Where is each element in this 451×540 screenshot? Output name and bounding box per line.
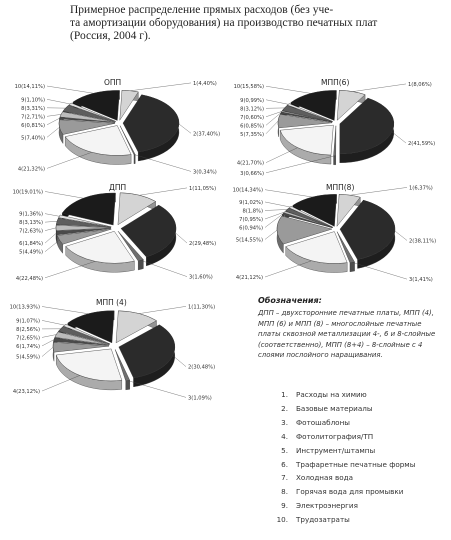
pie-label-7: 7(0,60%) (240, 114, 264, 121)
pie-label-10: 10(14,11%) (14, 84, 45, 91)
chart-title: МПП(8) (326, 183, 355, 192)
list-item-number: 6. (281, 459, 288, 469)
list-item-label: Холодная вода (296, 473, 354, 483)
leader-line-6 (42, 340, 54, 346)
leader-line-7 (47, 114, 61, 116)
leader-line-10 (47, 86, 94, 93)
pie-label-9: 9(1,36%) (19, 211, 43, 218)
leader-line-4 (47, 152, 92, 168)
pie-label-1: 1(6,37%) (409, 185, 433, 192)
leader-line-2 (395, 231, 407, 240)
pie-label-6: 6(0,85%) (240, 123, 264, 130)
pie-label-6: 6(0,94%) (239, 225, 263, 232)
list-item-label: Трудозатраты (296, 515, 350, 525)
pie-label-2: 2(30,48%) (188, 364, 216, 371)
pie-slice-side-3 (334, 156, 336, 165)
pie-label-2: 2(41,59%) (408, 141, 436, 148)
leader-line-7 (42, 335, 56, 338)
leader-line-3 (352, 262, 407, 279)
pie-label-7: 7(0,95%) (239, 216, 263, 223)
pie-label-10: 10(14,34%) (232, 187, 263, 194)
list-item-number: 5. (281, 445, 288, 455)
list-item (270, 499, 446, 513)
pie-label-9: 9(0,99%) (240, 97, 264, 104)
list-item (270, 471, 446, 485)
pie-label-1: 1(8,06%) (408, 81, 432, 88)
leader-line-3 (266, 156, 335, 173)
pie-label-4: 4(21,12%) (235, 275, 263, 282)
pie-label-8: 8(3,13%) (19, 220, 43, 227)
leader-line-2 (392, 132, 406, 143)
pie-label-5: 5(7,40%) (21, 135, 45, 142)
pie-chart-opp (6, 78, 221, 176)
cost-items-list (270, 388, 446, 527)
pie-label-8: 8(2,56%) (16, 326, 40, 333)
list-item-number: 3. (281, 417, 288, 427)
list-item-label: Инструмент/штампы (296, 445, 376, 455)
pie-label-4: 4(23,12%) (12, 389, 40, 396)
pie-svg (6, 80, 221, 176)
pie-label-9: 9(1,02%) (239, 199, 263, 206)
leader-line-6 (47, 118, 60, 125)
leader-line-7 (45, 228, 56, 231)
pie-label-3: 3(0,66%) (240, 170, 264, 177)
pie-label-5: 5(7,35%) (240, 131, 264, 138)
pie-label-8: 8(3,12%) (240, 106, 264, 113)
pie-label-1: 1(4,40%) (193, 80, 217, 87)
pie-label-1: 1(11,30%) (188, 304, 216, 311)
legend-heading: Обозначения: (258, 296, 322, 305)
chart-title: МПП(6) (321, 78, 350, 87)
pie-label-3: 3(1,41%) (409, 277, 433, 284)
list-item-number: 7. (281, 473, 288, 483)
legend-block (258, 296, 446, 361)
pie-tops (278, 90, 394, 155)
chart-title: МПП (4) (96, 298, 127, 307)
leader-line-10 (42, 307, 88, 314)
pie-svg (228, 80, 443, 177)
leader-line-9 (266, 100, 288, 105)
leader-line-5 (47, 127, 60, 137)
pie-svg (228, 183, 443, 284)
leader-line-2 (173, 356, 186, 367)
list-item (270, 416, 446, 430)
list-item-label: Фотолитография/ТП (296, 431, 374, 441)
pie-label-3: 3(0,34%) (193, 169, 217, 176)
list-item-number: 4. (281, 431, 288, 441)
pie-label-2: 2(29,48%) (189, 241, 217, 248)
pie-label-4: 4(21,70%) (236, 160, 264, 167)
pie-svg (6, 298, 221, 402)
heading-line-3: (Россия, 2004 г). (70, 30, 151, 42)
list-item (270, 485, 446, 499)
pie-label-5: 5(4,59%) (16, 354, 40, 361)
pie-label-6: 6(1,74%) (16, 343, 40, 350)
pie-label-8: 8(1,8%) (242, 208, 263, 215)
list-item (270, 458, 446, 472)
leader-line-9 (45, 214, 59, 217)
pie-chart-dpp (6, 183, 221, 282)
leader-line-9 (265, 202, 290, 207)
leader-line-5 (42, 347, 53, 356)
pie-label-3: 3(1,09%) (188, 395, 212, 402)
pie-slice-side-3 (126, 380, 130, 390)
leader-line-3 (141, 260, 187, 276)
pie-label-10: 10(15,58%) (233, 84, 264, 91)
list-item-number: 2. (281, 403, 288, 413)
pie-label-6: 6(1,84%) (19, 241, 43, 248)
leader-line-10 (266, 86, 311, 93)
pie-label-7: 7(2,63%) (19, 228, 43, 235)
pie-slice-side-3 (350, 262, 355, 272)
list-item-label: Электроэнергия (296, 501, 358, 511)
leader-line-6 (45, 233, 57, 243)
list-item-label: Фотошаблоны (296, 417, 350, 427)
pie-label-5: 5(4,49%) (19, 249, 43, 256)
leader-line-8 (45, 221, 57, 222)
list-item (270, 430, 446, 444)
pie-chart-mpp4 (6, 298, 221, 402)
pie-label-1: 1(11,05%) (189, 185, 217, 192)
chart-title: ОПП (104, 78, 122, 87)
pie-label-10: 10(13,93%) (9, 304, 40, 311)
leader-line-9 (47, 99, 70, 104)
leader-line-4 (266, 148, 298, 163)
leader-line-1 (353, 84, 406, 92)
pie-label-2: 2(37,40%) (193, 131, 221, 138)
leader-line-8 (265, 209, 287, 210)
pie-label-4: 4(21,32%) (17, 166, 45, 173)
pie-chart-mpp8 (228, 183, 443, 284)
leader-line-3 (135, 155, 191, 172)
leader-line-2 (179, 124, 191, 133)
leader-line-1 (130, 83, 191, 91)
leader-line-4 (265, 261, 312, 277)
leader-line-10 (265, 190, 313, 197)
list-item (270, 388, 446, 402)
pie-label-6: 6(0,81%) (21, 122, 45, 129)
leader-line-1 (350, 187, 407, 195)
pie-slice-3 (334, 126, 336, 156)
pie-svg (6, 183, 221, 282)
pie-label-7: 7(2,71%) (21, 114, 45, 121)
pie-label-2: 2(38,11%) (409, 238, 437, 245)
list-item-label: Трафаретные печатные формы (296, 459, 416, 469)
leader-line-10 (45, 192, 83, 199)
list-item (270, 513, 446, 527)
pie-slice-side-3 (134, 155, 135, 164)
list-item-number: 1. (281, 390, 288, 399)
list-item-number: 9. (281, 501, 288, 511)
pie-label-8: 8(3,31%) (21, 105, 45, 112)
leader-line-1 (139, 306, 186, 313)
list-item-number: 8. (281, 487, 288, 497)
pie-label-7: 7(2,65%) (16, 335, 40, 342)
pie-label-10: 10(19,01%) (12, 189, 43, 196)
leader-line-4 (45, 261, 95, 278)
leader-line-5 (266, 121, 278, 134)
pie-slice-side-3 (138, 260, 143, 270)
pie-chart-mpp6 (228, 78, 443, 177)
leader-line-3 (128, 381, 186, 398)
pie-label-4: 4(22,48%) (15, 275, 43, 282)
list-item-label: Расходы на химию (296, 390, 367, 399)
pie-label-3: 3(1,60%) (189, 274, 213, 281)
list-item-number: 10. (276, 515, 288, 525)
leader-line-5 (265, 230, 277, 239)
leader-line-1 (139, 188, 187, 195)
chart-title: ДПП (109, 183, 127, 192)
legend-description: ДПП – двухсторонние печатные платы, МПП (4), МПП (6) и МПП (8) – многослойные печатные платы сквозной металлизации 4-, 6 и 8-слойные (соответственно), МПП (8+4) – 8-слойные с 4 слоями послойного наращивания. (258, 309, 436, 359)
pie-label-9: 9(1,10%) (21, 97, 45, 104)
leader-line-9 (42, 320, 65, 325)
pie-label-9: 9(1,07%) (16, 318, 40, 325)
leader-line-5 (45, 240, 60, 252)
leader-line-4 (42, 375, 80, 391)
list-item-label: Базовые материалы (296, 403, 373, 413)
heading-line-2: та амортизации оборудования) на производство печатных плат (70, 17, 378, 29)
leader-line-2 (175, 233, 187, 243)
list-item (270, 444, 446, 458)
list-item (270, 402, 446, 416)
list-item-label: Горячая вода для промывки (296, 487, 404, 497)
pie-label-5: 5(14,55%) (235, 237, 263, 244)
heading-line-1: Примерное распределение прямых расходов (без уче- (70, 4, 334, 16)
page-heading (70, 4, 445, 43)
